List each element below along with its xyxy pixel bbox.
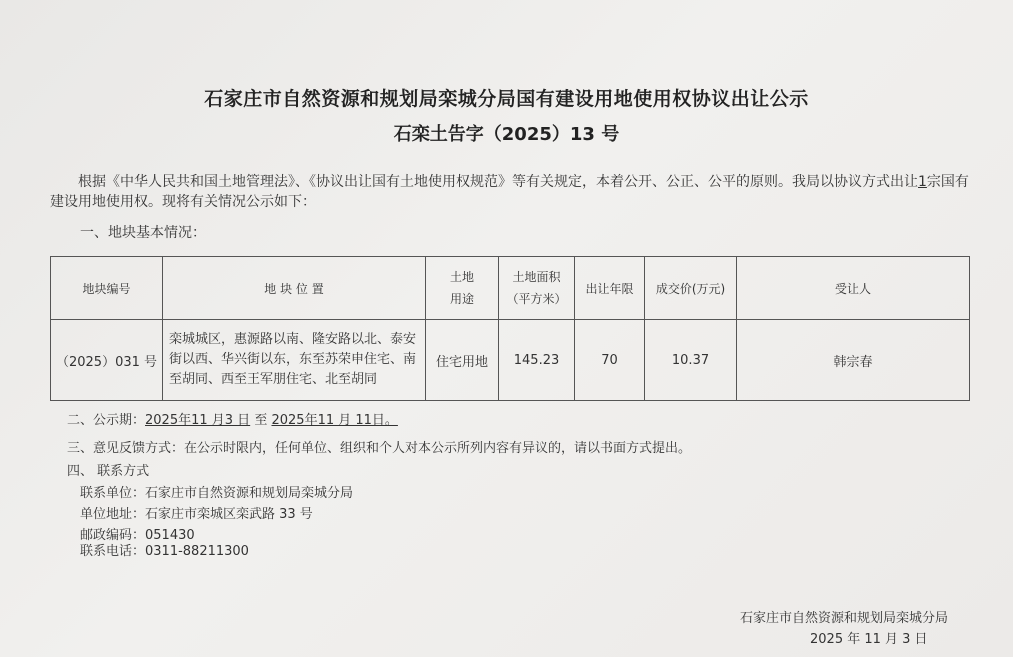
contact-address: 单位地址：石家庄市栾城区栾武路 33 号 — [80, 507, 313, 522]
period-end: 2025年11 月 11日。 — [271, 413, 398, 428]
parcel-table — [50, 256, 970, 401]
document-number: 石栾土告字（2025）13 号 — [393, 124, 620, 145]
section-2-publicity-period: 二、公示期：2025年11 月3 日 至 2025年11 月 11日。 — [67, 413, 398, 428]
cell-transferee: 韩宗春 — [737, 320, 970, 401]
cell-parcel-no: （2025）031 号 — [51, 320, 163, 401]
issue-date: 2025 年 11 月 3 日 — [810, 632, 928, 647]
header-land-use: 土地 用途 — [426, 257, 499, 320]
notice-title: 石家庄市自然资源和规划局栾城分局国有建设用地使用权协议出让公示 — [204, 88, 809, 110]
intro-text-1: 根据《中华人民共和国土地管理法》、《协议出让国有土地使用权规范》等有关规定，本着公开、公正、公平的原则。我局以协议方式出让 — [78, 174, 918, 190]
cell-area: 145.23 — [499, 320, 575, 401]
cell-term: 70 — [575, 320, 645, 401]
section-4-heading: 四、 联系方式 — [67, 464, 150, 479]
section-3-feedback: 三、意见反馈方式：在公示时限内，任何单位、组织和个人对本公示所列内容有异议的，请以书面方式提出。 — [67, 441, 692, 456]
contact-unit: 联系单位：石家庄市自然资源和规划局栾城分局 — [80, 486, 354, 501]
period-start: 2025年11 月3 日 — [145, 413, 251, 428]
parcel-count: 1 — [918, 174, 927, 190]
header-location: 地 块 位 置 — [163, 257, 426, 320]
contact-postcode: 邮政编码：051430 — [80, 528, 195, 543]
contact-phone: 联系电话：0311-88211300 — [80, 544, 249, 559]
intro-text-2: 宗国有建设用地使用权。现将有关情况公示如下： — [50, 174, 969, 210]
section-1-heading: 一、地块基本情况： — [80, 225, 206, 241]
issuer-signature: 石家庄市自然资源和规划局栾城分局 — [740, 611, 949, 626]
table-row — [51, 320, 970, 401]
cell-price: 10.37 — [645, 320, 737, 401]
cell-location: 栾城城区，惠源路以南、隆安路以北、泰安街以西、华兴街以东，东至苏荣申住宅、南至胡同、西至王军朋住宅、北至胡同 — [163, 320, 426, 401]
header-term: 出让年限 — [575, 257, 645, 320]
header-parcel-no: 地块编号 — [51, 257, 163, 320]
table-header-row — [51, 257, 970, 320]
header-area: 土地面积 （平方米） — [499, 257, 575, 320]
cell-land-use: 住宅用地 — [426, 320, 499, 401]
header-price: 成交价(万元) — [645, 257, 737, 320]
header-transferee: 受让人 — [737, 257, 970, 320]
intro-paragraph — [50, 172, 980, 212]
